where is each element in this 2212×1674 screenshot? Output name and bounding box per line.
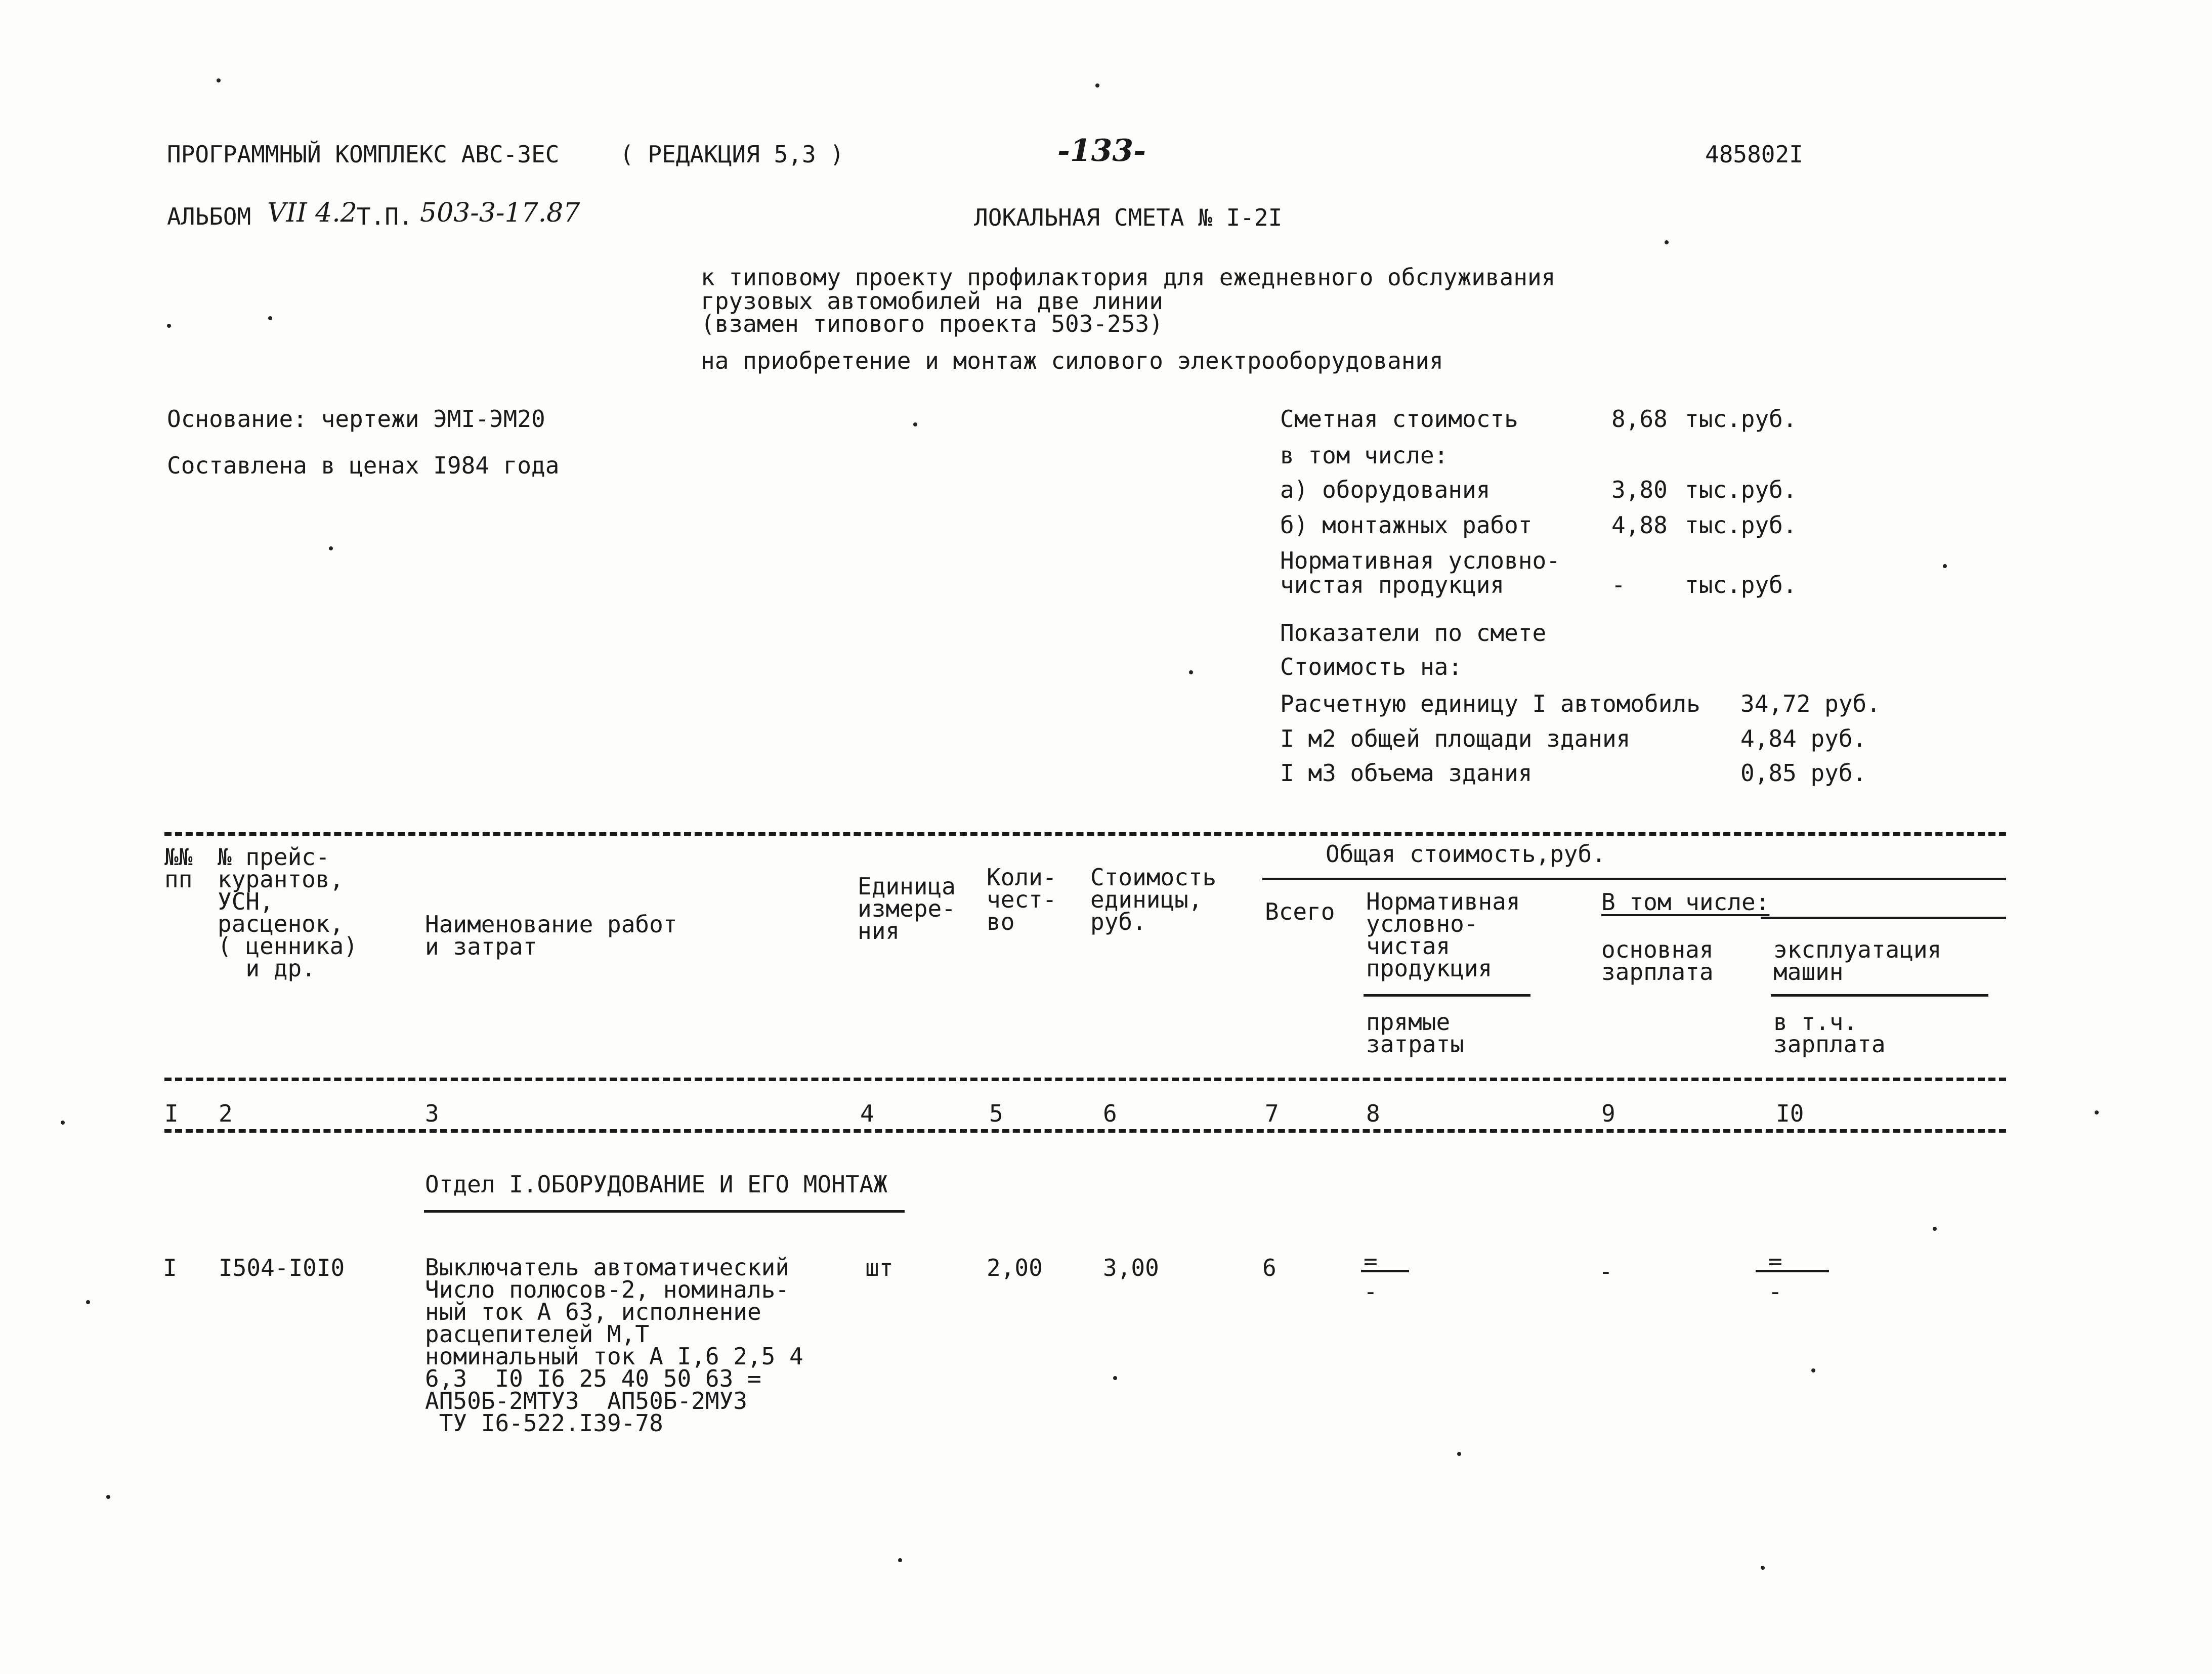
- row-num: I: [163, 1254, 177, 1281]
- per-unit-label: Расчетную единицу I автомобиль: [1280, 690, 1700, 717]
- column-number-5: 5: [989, 1100, 1003, 1127]
- cost-on-label: Стоимость на:: [1280, 653, 1463, 680]
- scan-speck: [86, 1300, 90, 1304]
- album-number: VII 4.2: [267, 198, 357, 228]
- col-header-machines-wages: в т.ч. зарплата: [1773, 1008, 1886, 1058]
- row-net-stroke: [1361, 1270, 1409, 1272]
- column-number-7: 7: [1265, 1100, 1279, 1127]
- scan-speck: [329, 546, 333, 550]
- album-label: АЛЬБОМ: [167, 203, 251, 230]
- subject-line-2: грузовых автомобилей на две линии: [701, 287, 1163, 315]
- tp-number: 503-3-17.87: [420, 198, 580, 228]
- summary-net-label-2: чистая продукция: [1280, 571, 1505, 598]
- section-title-rule: [424, 1210, 905, 1213]
- row-total: 6: [1262, 1254, 1277, 1281]
- col-header-including: В том числе:: [1601, 888, 1770, 916]
- scan-speck: [1095, 83, 1099, 88]
- subject-line-1: к типовому проекту профилактория для ежедневного обслуживания: [701, 264, 1556, 291]
- col-header-net: Нормативная условно- чистая продукция: [1366, 888, 1520, 982]
- total-group-rule: [1262, 878, 2006, 880]
- row-qty: 2,00: [987, 1254, 1043, 1281]
- net-rule: [1364, 994, 1530, 997]
- scan-speck: [1761, 1566, 1765, 1570]
- row-machines-top: =: [1768, 1248, 1782, 1275]
- scan-speck: [106, 1495, 110, 1499]
- subject-line-3: (взамен типового проекта 503-253): [701, 310, 1163, 337]
- row-net-top: =: [1364, 1248, 1378, 1275]
- col-header-net-direct: прямые затраты: [1366, 1008, 1464, 1058]
- column-number-10: I0: [1776, 1100, 1804, 1127]
- column-number-8: 8: [1366, 1100, 1380, 1127]
- row-machines-stroke: [1756, 1270, 1829, 1272]
- row-price-ref: I504-I0I0: [219, 1254, 345, 1281]
- column-number-2: 2: [219, 1100, 233, 1127]
- column-number-4: 4: [860, 1100, 874, 1127]
- column-numbers-rule: [164, 1129, 2006, 1133]
- scan-speck: [167, 324, 171, 328]
- summary-installation-label: б) монтажных работ: [1280, 511, 1533, 539]
- summary-installation-value: 4,88: [1611, 511, 1668, 539]
- scan-speck: [1933, 1227, 1937, 1231]
- tp-label: Т.П.: [357, 203, 413, 230]
- row-wages: -: [1599, 1258, 1613, 1285]
- column-number-3: 3: [425, 1100, 439, 1127]
- edition: ( РЕДАКЦИЯ 5,3 ): [620, 141, 844, 168]
- page-number: -133-: [1057, 133, 1146, 168]
- document-code: 485802I: [1705, 141, 1803, 168]
- summary-equipment-value: 3,80: [1611, 476, 1668, 503]
- scan-speck: [1113, 1376, 1117, 1380]
- scan-speck: [1665, 240, 1669, 244]
- summary-net-label-1: Нормативная условно-: [1280, 547, 1560, 574]
- col-header-name: Наименование работ и затрат: [425, 911, 677, 960]
- summary-including: в том числе:: [1280, 442, 1449, 469]
- per-m3-label: I м3 объема здания: [1280, 759, 1533, 787]
- col-header-total: Всего: [1265, 898, 1335, 925]
- indicators-title: Показатели по смете: [1280, 619, 1547, 647]
- scan-speck: [61, 1121, 65, 1125]
- summary-total-value: 8,68: [1611, 405, 1668, 433]
- estimate-title: ЛОКАЛЬНАЯ СМЕТА № I-2I: [974, 204, 1283, 231]
- scan-speck: [268, 316, 272, 320]
- basis-prices: Составлена в ценах I984 года: [167, 452, 560, 479]
- summary-total-label: Сметная стоимость: [1280, 405, 1518, 433]
- row-net-bottom: -: [1364, 1278, 1378, 1305]
- header-bottom-rule: [164, 1078, 2006, 1081]
- basis-drawings: Основание: чертежи ЭМI-ЭМ20: [167, 405, 545, 433]
- table-top-rule: [164, 832, 2006, 836]
- section-title: Отдел I.ОБОРУДОВАНИЕ И ЕГО МОНТАЖ: [425, 1171, 887, 1198]
- col-header-wages: основная зарплата: [1601, 936, 1714, 985]
- col-header-qty: Коли- чест- во: [987, 864, 1057, 935]
- row-machines-bottom: -: [1768, 1278, 1782, 1305]
- col-header-num: №№ пп: [164, 843, 193, 893]
- col-header-total-group: Общая стоимость,руб.: [1326, 840, 1606, 868]
- column-number-1: I: [164, 1100, 179, 1127]
- summary-equipment-unit: тыс.руб.: [1685, 476, 1797, 503]
- subject-line-4: на приобретение и монтаж силового электрооборудования: [701, 347, 1443, 374]
- scan-speck: [1457, 1452, 1461, 1456]
- row-unit: шт: [865, 1254, 894, 1281]
- column-number-6: 6: [1103, 1100, 1117, 1127]
- summary-installation-unit: тыс.руб.: [1685, 511, 1797, 539]
- summary-total-unit: тыс.руб.: [1685, 405, 1797, 433]
- program-name: ПРОГРАММНЫЙ КОМПЛЕКС АВС-ЗЕС: [167, 141, 560, 168]
- scan-speck: [2095, 1110, 2099, 1114]
- summary-net-unit: тыс.руб.: [1685, 571, 1797, 598]
- per-unit-value: 34,72 руб.: [1740, 690, 1881, 717]
- scan-speck: [1189, 670, 1193, 674]
- col-header-machines: эксплуатация машин: [1773, 936, 1942, 985]
- scan-speck: [1811, 1368, 1815, 1372]
- scan-speck: [217, 78, 221, 82]
- machines-rule: [1771, 994, 1988, 997]
- col-header-price-ref: № прейс- курантов, УСН, расценок, ( ценника) и др.: [218, 843, 358, 982]
- per-m3-value: 0,85 руб.: [1740, 759, 1867, 787]
- summary-net-value: -: [1611, 571, 1626, 598]
- row-name: Выключатель автоматический Число полюсов-2, номиналь- ный ток А 63, исполнение расцепителей М,Т номинальный ток А I,6 2,5 4 6,3 I0 I6 25 40 50 63 = АП50Б-2МТУ3 АП50Б-2МУ3 ТУ I6-522.I39-78: [425, 1254, 803, 1437]
- column-number-9: 9: [1601, 1100, 1615, 1127]
- summary-equipment-label: а) оборудования: [1280, 476, 1491, 503]
- row-unit-cost: 3,00: [1103, 1254, 1159, 1281]
- per-m2-value: 4,84 руб.: [1740, 725, 1867, 752]
- per-m2-label: I м2 общей площади здания: [1280, 725, 1631, 752]
- including-rule: [1761, 917, 2006, 919]
- scan-speck: [898, 1558, 902, 1562]
- scan-speck: [1943, 564, 1947, 568]
- col-header-unit: Единица измере- ния: [858, 873, 956, 945]
- scan-speck: [913, 422, 917, 426]
- col-header-unit-cost: Стоимость единицы, руб.: [1090, 864, 1217, 935]
